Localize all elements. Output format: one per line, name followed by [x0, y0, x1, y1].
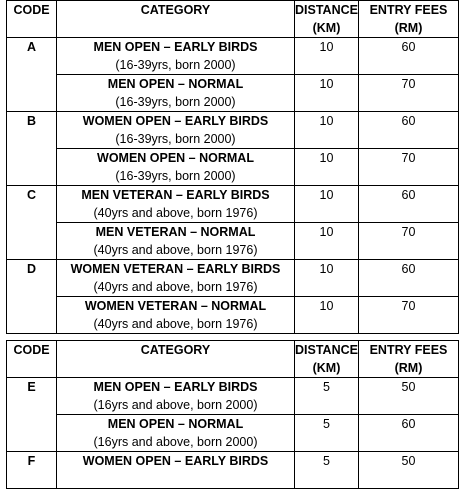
- code-cell: E: [7, 378, 57, 452]
- distance-cell: 5: [295, 452, 359, 489]
- header-category: CATEGORY: [57, 341, 295, 378]
- header-entry-fees: ENTRY FEES (RM): [359, 1, 459, 38]
- code-cell: C: [7, 186, 57, 260]
- distance-cell: 10: [295, 223, 359, 260]
- fee-cell: 70: [359, 75, 459, 112]
- fee-cell: 70: [359, 297, 459, 334]
- table-row: [7, 452, 459, 489]
- header-code: CODE: [7, 341, 57, 378]
- category-cell: WOMEN OPEN – EARLY BIRDS: [57, 452, 295, 489]
- category-cell: MEN VETERAN – NORMAL (40yrs and above, born 1976): [57, 223, 295, 260]
- category-cell: WOMEN OPEN – EARLY BIRDS (16-39yrs, born 2000): [57, 112, 295, 149]
- fee-cell: 70: [359, 149, 459, 186]
- table-row: [7, 415, 459, 452]
- header-category: CATEGORY: [57, 1, 295, 38]
- distance-cell: 5: [295, 378, 359, 415]
- fee-cell: 60: [359, 260, 459, 297]
- table-row: [7, 149, 459, 186]
- table-row: [7, 186, 459, 223]
- header-distance: DISTANCE (KM): [295, 1, 359, 38]
- distance-cell: 10: [295, 149, 359, 186]
- category-cell: MEN OPEN – EARLY BIRDS (16yrs and above, born 2000): [57, 378, 295, 415]
- distance-cell: 5: [295, 415, 359, 452]
- table-row: [7, 75, 459, 112]
- fee-cell: 60: [359, 112, 459, 149]
- code-cell: B: [7, 112, 57, 186]
- distance-cell: 10: [295, 38, 359, 75]
- header-distance: DISTANCE (KM): [295, 341, 359, 378]
- distance-cell: 10: [295, 112, 359, 149]
- code-cell: F: [7, 452, 57, 489]
- table-row: [7, 378, 459, 415]
- header-code: CODE: [7, 1, 57, 38]
- race-category-table-5km: [6, 340, 459, 489]
- category-cell: MEN OPEN – EARLY BIRDS (16-39yrs, born 2000): [57, 38, 295, 75]
- distance-cell: 10: [295, 186, 359, 223]
- fee-cell: 50: [359, 452, 459, 489]
- header-entry-fees: ENTRY FEES (RM): [359, 341, 459, 378]
- table-header-row: [7, 1, 459, 38]
- distance-cell: 10: [295, 260, 359, 297]
- table-row: [7, 223, 459, 260]
- category-cell: MEN OPEN – NORMAL (16-39yrs, born 2000): [57, 75, 295, 112]
- fee-cell: 50: [359, 378, 459, 415]
- category-cell: MEN OPEN – NORMAL (16yrs and above, born 2000): [57, 415, 295, 452]
- distance-cell: 10: [295, 75, 359, 112]
- table-row: [7, 297, 459, 334]
- fee-cell: 60: [359, 38, 459, 75]
- table-row: [7, 112, 459, 149]
- fee-cell: 70: [359, 223, 459, 260]
- fee-cell: 60: [359, 415, 459, 452]
- table-header-row: [7, 341, 459, 378]
- category-cell: WOMEN VETERAN – EARLY BIRDS (40yrs and above, born 1976): [57, 260, 295, 297]
- table-row: [7, 260, 459, 297]
- race-category-table-10km: [6, 0, 459, 334]
- code-cell: D: [7, 260, 57, 334]
- category-cell: MEN VETERAN – EARLY BIRDS (40yrs and above, born 1976): [57, 186, 295, 223]
- code-cell: A: [7, 38, 57, 112]
- category-cell: WOMEN VETERAN – NORMAL (40yrs and above, born 1976): [57, 297, 295, 334]
- category-cell: WOMEN OPEN – NORMAL (16-39yrs, born 2000): [57, 149, 295, 186]
- fee-cell: 60: [359, 186, 459, 223]
- distance-cell: 10: [295, 297, 359, 334]
- table-row: [7, 38, 459, 75]
